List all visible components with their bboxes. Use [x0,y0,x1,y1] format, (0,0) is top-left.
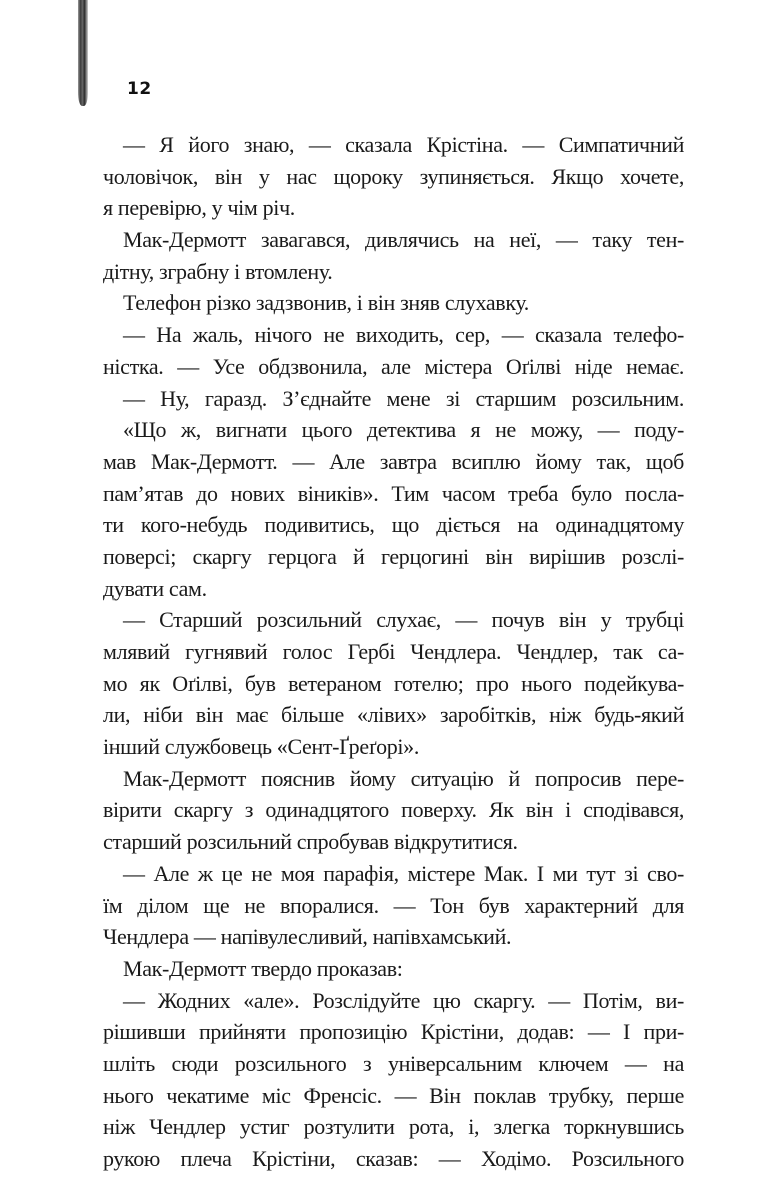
text-line: — Старший розсильний слухає, — почув він у трубці [123,607,684,633]
text-line: інший службовець «Сент-Ґреґорі». [103,734,419,760]
text-line: Мак-Дермотт твердо проказав: [123,955,403,981]
text-line: рішивши прийняти пропозицію Крістіни, додав: — І при- [103,1019,684,1045]
text-line: — Ну, гаразд. З’єднайте мене зі старшим розсильним. [123,385,684,411]
text-line: мо як Оґілві, був ветераном готелю; про нього подейкува- [103,670,684,696]
text-line: ністка. — Усе обдзвонила, але містера Оґілві ніде немає. [103,353,684,379]
text-line: пам’ятав до нових віників». Тим часом треба було посла- [103,480,684,506]
text-line: дувати сам. [103,575,207,601]
text-line: ніж Чендлер устиг розтулити рота, і, злегка торкнувшись [103,1114,684,1140]
body-text [103,129,684,1175]
page-edge-bar [78,0,88,106]
text-line: чоловічок, він у нас щороку зупиняється. Якщо хочете, [103,163,684,189]
page-number: 12 [127,79,152,99]
text-line: я перевірю, у чім річ. [103,195,295,221]
text-line: — Але ж це не моя парафія, містере Мак. І ми тут зі сво- [123,860,684,886]
text-line: млявий гугнявий голос Гербі Чендлера. Чендлер, так са- [103,639,684,664]
text-line: мав Мак-Дермотт. — Але завтра всиплю йому так, щоб [103,448,684,474]
text-line: поверсі; скаргу герцога й герцогині він вирішив розслі- [103,543,684,569]
text-line: їм ділом ще не впоралися. — Тон був характерний для [103,892,684,918]
text-line: вірити скаргу з одинадцятого поверху. Як він і сподівався, [103,797,684,823]
text-line: Мак-Дермотт пояснив йому ситуацію й попросив пере- [123,765,684,791]
text-line: дітну, зграбну і втомлену. [103,258,333,284]
text-line: рукою плеча Крістіни, сказав: — Ходімо. Розсильного [103,1146,684,1171]
text-line: Телефон різко задзвонив, і він зняв слухавку. [123,290,529,316]
text-line: — Жодних «але». Розслідуйте цю скаргу. — Потім, ви- [123,987,684,1013]
text-line: старший розсильний спробував відкрутитися. [103,829,518,855]
text-line: шліть сюди розсильного з універсальним ключем — на [103,1050,684,1076]
text-line: Чендлера — напівулесливий, напівхамський. [103,924,512,950]
text-line: «Що ж, вигнати цього детектива я не можу, — поду- [123,417,684,443]
text-line: ли, ніби він має більше «лівих» заробітків, ніж будь-який [103,702,684,728]
text-line: Мак-Дермотт завагався, дивлячись на неї, — таку тен- [123,227,684,253]
text-line: нього чекатиме міс Френсіс. — Він поклав трубку, перше [103,1082,684,1108]
text-line: — На жаль, нічого не виходить, сер, — сказала телефо- [123,322,684,348]
text-line: ти кого-небудь подивитись, що діється на одинадцятому [103,512,684,538]
text-line: — Я його знаю, — сказала Крістіна. — Симпатичний [123,132,684,157]
